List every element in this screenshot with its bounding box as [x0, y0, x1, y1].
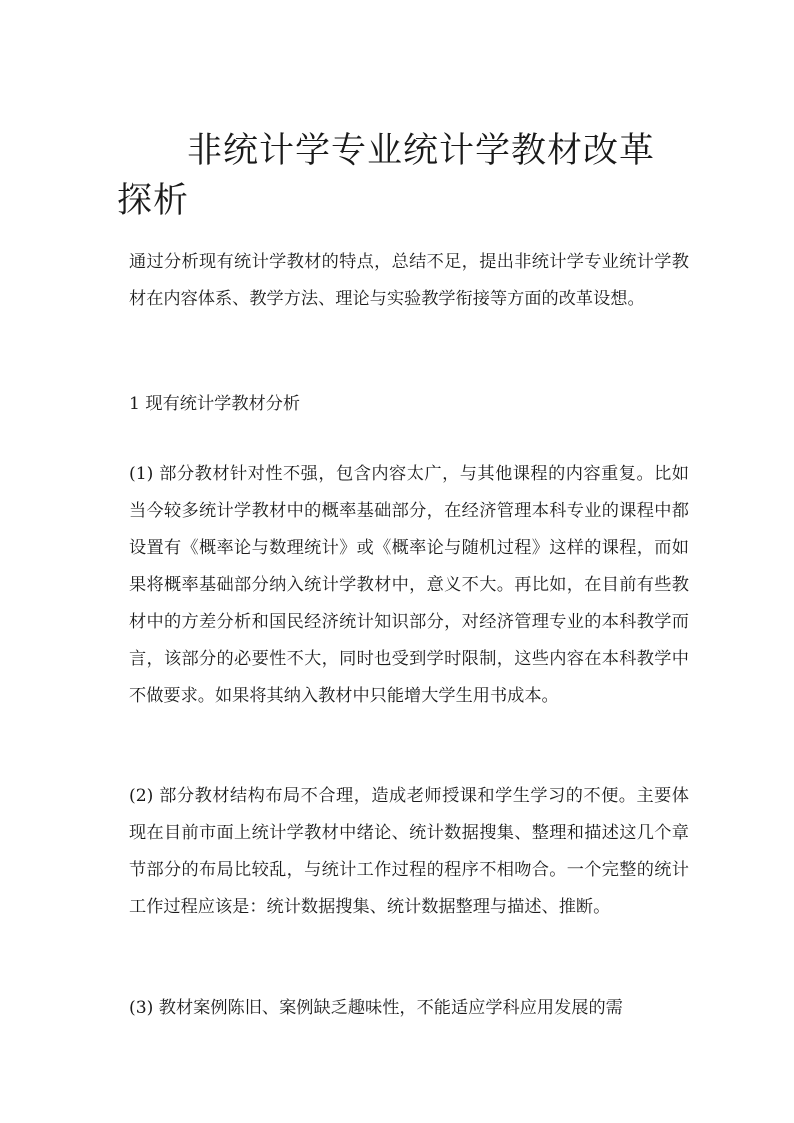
body-paragraph-item-1: (1) 部分教材针对性不强，包含内容太广，与其他课程的内容重复。比如当今较多统计学教材中的概率基础部分，在经济管理本科专业的课程中都设置有《概率论与数理统计》或《概率论与随机过程》这样的课程，而如果将概率基础部分纳入统计学教材中，意义不大。再比如，在目前有些教材中的方差分析和国民经济统计知识部分，对经济管理专业的本科教学而言，该部分的必要性不大，同时也受到学时限制，这些内容在本科教学中不做要求。如果将其纳入教材中只能增大学生用书成本。 [129, 464, 689, 706]
abstract-paragraph: 通过分析现有统计学教材的特点，总结不足，提出非统计学专业统计学教材在内容体系、教学方法、理论与实验教学衔接等方面的改革设想。 [129, 252, 689, 309]
page-title: 非统计学专业统计学教材改革探析 [117, 131, 656, 221]
body-paragraph-item-3: (3) 教材案例陈旧、案例缺乏趣味性，不能适应学科应用发展的需 [129, 998, 623, 1018]
section-heading: 1 现有统计学教材分析 [129, 394, 301, 414]
body-paragraph-item-2: (2) 部分教材结构布局不合理，造成老师授课和学生学习的不便。主要体现在目前市面上统计学教材中绪论、统计数据搜集、整理和描述这几个章节部分的布局比较乱，与统计工作过程的程序不相吻合。一个完整的统计工作过程应该是：统计数据搜集、统计数据整理与描述、推断。 [129, 786, 689, 917]
